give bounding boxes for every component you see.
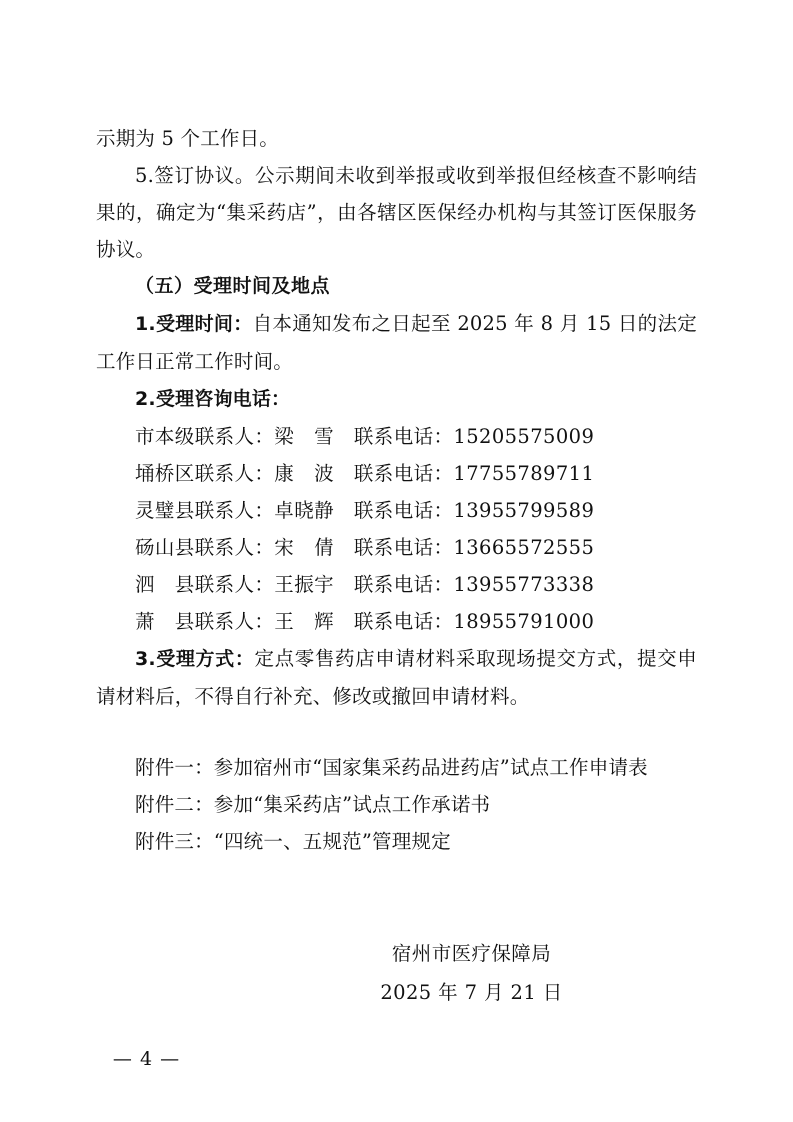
contact-line: 埇桥区联系人：康 波 联系电话：17755789711 [135,462,595,485]
attachment-line: 附件二：参加“集采药店”试点工作承诺书 [135,793,491,816]
contact-line: 砀山县联系人：宋 倩 联系电话：13665572555 [135,536,595,559]
item-3-text: 定点零售药店申请材料采取现场提交方式，提交申请材料后，不得自行补充、修改或撤回申请材料。 [96,647,697,708]
item-3-label: 3.受理方式： [135,648,255,670]
paragraph-continuation: 示期为 5 个工作日。 [96,127,280,150]
item-1-text: 自本通知发布之日起至 2025 年 8 月 15 日的法定工作日正常工作时间。 [96,312,697,373]
contact-line: 萧 县联系人：王 辉 联系电话：18955791000 [135,610,595,633]
document-body [96,120,697,1012]
spacer [96,715,697,749]
item-2-label: 2.受理咨询电话： [135,388,291,410]
attachment-line: 附件一：参加宿州市“国家集采药品进药店”试点工作申请表 [135,756,648,779]
page-number-text: — 4 — [112,1048,181,1070]
attachment-line: 附件三：“四统一、五规范”管理规定 [135,830,451,853]
section-heading-five: （五）受理时间及地点 [135,275,331,297]
page-number [0,1048,793,1070]
signature-organization: 宿州市医疗保障局 [391,942,552,965]
paragraph-item-2 [96,380,697,418]
contact-line: 泗 县联系人：王振宇 联系电话：13955773338 [135,573,595,596]
paragraph-item-5: 5.签订协议。公示期间未收到举报或收到举报但经核查不影响结果的，确定为“集采药店”，由各辖区医保经办机构与其签订医保服务协议。 [96,164,697,261]
paragraph-item-1 [96,305,697,380]
item-1-label: 1.受理时间： [135,313,253,335]
contact-line: 市本级联系人：梁 雪 联系电话：15205575009 [135,425,595,448]
signature-date: 2025 年 7 月 21 日 [380,981,563,1004]
contact-line: 灵璧县联系人：卓晓静 联系电话：13955799589 [135,499,595,522]
signature-block [96,934,697,1012]
paragraph-item-3 [96,640,697,715]
